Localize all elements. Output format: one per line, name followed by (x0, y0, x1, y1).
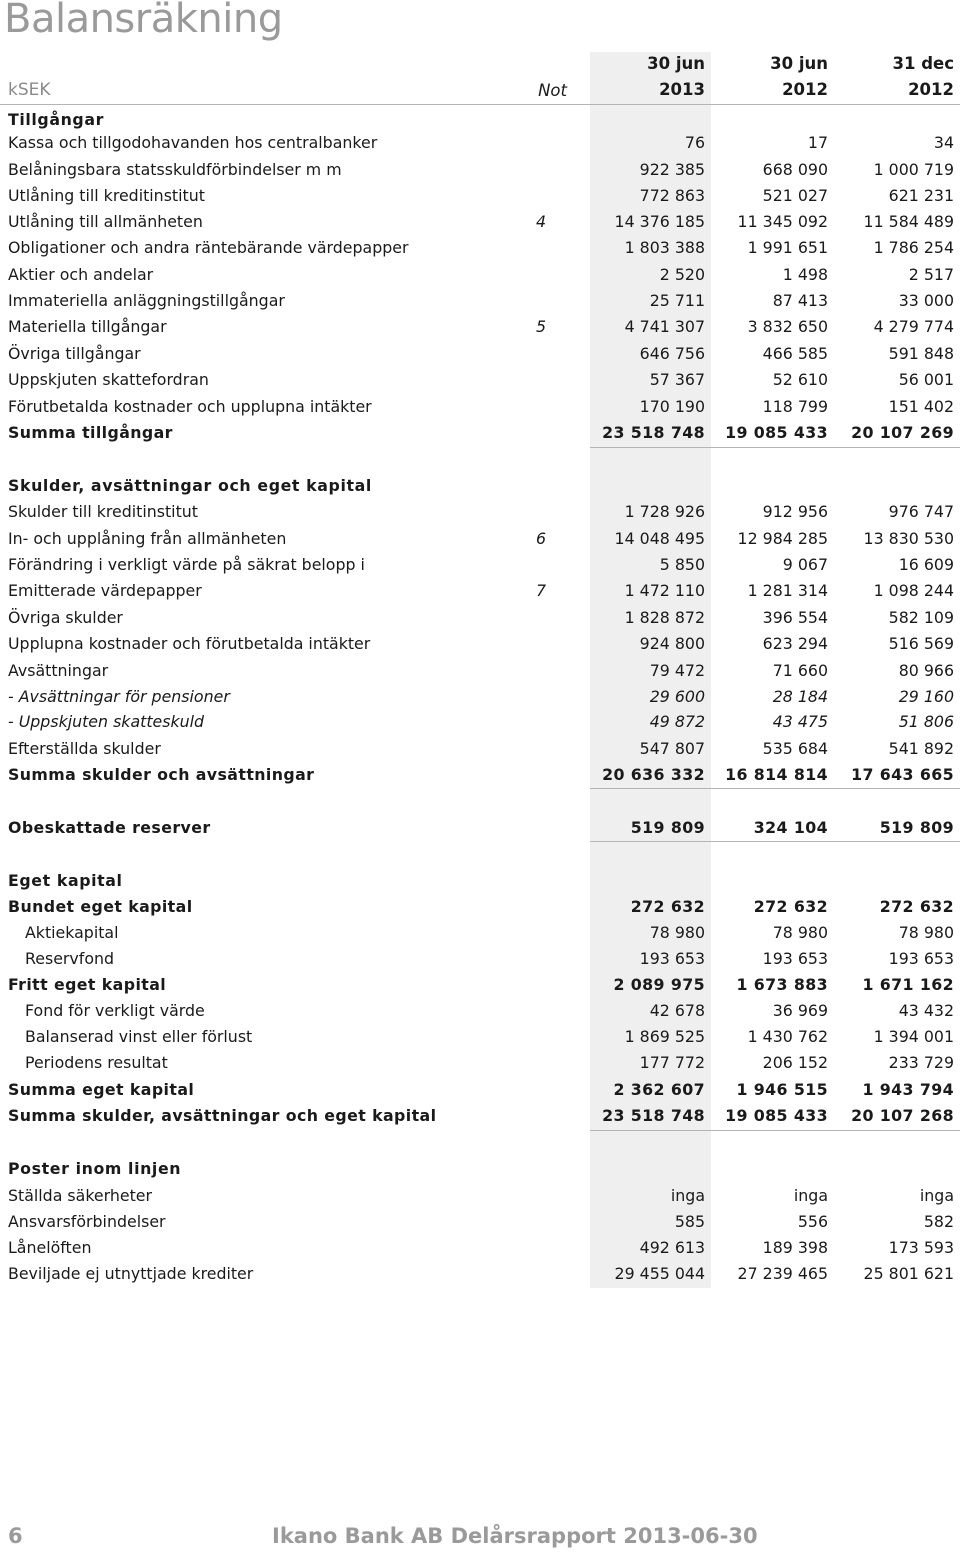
table-row (0, 1261, 960, 1287)
value-cell: 16 609 (898, 555, 954, 574)
value-cell: 3 832 650 (747, 317, 828, 336)
value-cell: 80 966 (898, 661, 954, 680)
note-reference: 5 (536, 317, 547, 336)
table-row (0, 367, 960, 393)
row-label: Summa eget kapital (8, 1080, 195, 1099)
row-label: Förutbetalda kostnader och upplupna intäkter (8, 397, 372, 416)
row-label: Summa skulder och avsättningar (8, 765, 315, 784)
value-cell: 151 402 (888, 397, 954, 416)
table-row (0, 684, 960, 710)
col-dec2012-line1: 31 dec (892, 54, 954, 73)
value-cell: 5 850 (659, 555, 705, 574)
value-cell: 42 678 (649, 1001, 705, 1020)
total-row (0, 1103, 960, 1129)
value-cell: 25 801 621 (863, 1264, 954, 1283)
value-cell: inga (919, 1186, 954, 1205)
value-cell: 272 632 (630, 897, 705, 916)
row-label: - Avsättningar för pensioner (8, 687, 230, 706)
table-row (0, 526, 960, 552)
table-row (0, 1024, 960, 1050)
value-cell: inga (670, 1186, 705, 1205)
value-cell: 924 800 (639, 634, 705, 653)
value-cell: 14 376 185 (614, 212, 705, 231)
row-label: Bundet eget kapital (8, 897, 193, 916)
row-label: Balanserad vinst eller förlust (25, 1027, 253, 1046)
row-label: Obeskattade reserver (8, 818, 211, 837)
value-cell: 519 809 (630, 818, 705, 837)
table-row (0, 235, 960, 261)
value-cell: 23 518 748 (602, 1106, 705, 1125)
value-cell: 535 684 (762, 739, 828, 758)
row-label: Kassa och tillgodohavanden hos centralbanker (8, 133, 378, 152)
value-cell: 668 090 (762, 160, 828, 179)
value-cell: 170 190 (639, 397, 705, 416)
table-row (0, 946, 960, 972)
table-row (0, 209, 960, 235)
row-label: Beviljade ej utnyttjade krediter (8, 1264, 254, 1283)
value-cell: 772 863 (639, 186, 705, 205)
table-row (0, 394, 960, 420)
value-cell: 51 806 (898, 712, 954, 731)
row-label: Poster inom linjen (8, 1159, 182, 1178)
value-cell: 76 (684, 133, 705, 152)
value-cell: 118 799 (762, 397, 828, 416)
total-row (0, 1077, 960, 1103)
table-row (0, 499, 960, 525)
value-cell: 1 098 244 (873, 581, 954, 600)
value-cell: 43 432 (898, 1001, 954, 1020)
row-label: Lånelöften (8, 1238, 92, 1257)
total-row (0, 420, 960, 446)
table-row (0, 920, 960, 946)
value-cell: 1 728 926 (624, 502, 705, 521)
total-row (0, 762, 960, 788)
row-label: Tillgångar (8, 110, 104, 129)
value-cell: 193 653 (888, 949, 954, 968)
page-title: Balansräkning (4, 0, 283, 42)
row-label: In- och upplåning från allmänheten (8, 529, 287, 548)
row-label: Aktiekapital (25, 923, 119, 942)
value-cell: 922 385 (639, 160, 705, 179)
value-cell: 57 367 (649, 370, 705, 389)
table-row (0, 341, 960, 367)
row-label: Avsättningar (8, 661, 109, 680)
row-label: Utlåning till allmänheten (8, 212, 203, 231)
row-label: Fritt eget kapital (8, 975, 167, 994)
value-cell: 1 828 872 (624, 608, 705, 627)
table-row (0, 262, 960, 288)
row-label: Skulder till kreditinstitut (8, 502, 198, 521)
value-cell: 2 362 607 (613, 1080, 705, 1099)
row-label: Ställda säkerheter (8, 1186, 152, 1205)
value-cell: 1 869 525 (624, 1027, 705, 1046)
value-cell: 13 830 530 (863, 529, 954, 548)
row-label: Reservfond (25, 949, 115, 968)
table-row (0, 709, 960, 735)
value-cell: 621 231 (888, 186, 954, 205)
row-label: Upplupna kostnader och förutbetalda intäkter (8, 634, 371, 653)
divider-after-reserves (590, 841, 960, 842)
value-cell: 1 946 515 (736, 1080, 828, 1099)
report-name: Ikano Bank AB Delårsrapport 2013-06-30 (272, 1524, 758, 1548)
col-dec2012-line2: 2012 (908, 80, 954, 99)
table-row (0, 157, 960, 183)
value-cell: 1 991 651 (747, 238, 828, 257)
value-cell: 591 848 (888, 344, 954, 363)
value-cell: 71 660 (772, 661, 828, 680)
value-cell: 87 413 (772, 291, 828, 310)
table-row (0, 1183, 960, 1209)
table-row (0, 578, 960, 604)
value-cell: 19 085 433 (725, 423, 828, 442)
col-jun2012-line2: 2012 (782, 80, 828, 99)
value-cell: 541 892 (888, 739, 954, 758)
total-row (0, 972, 960, 998)
table-row (0, 1050, 960, 1076)
table-row (0, 183, 960, 209)
divider-after-equity (590, 1130, 960, 1131)
table-row (0, 631, 960, 657)
value-cell: 34 (933, 133, 954, 152)
value-cell: 4 741 307 (624, 317, 705, 336)
value-cell: 1 498 (782, 265, 828, 284)
table-row (0, 736, 960, 762)
value-cell: 12 984 285 (737, 529, 828, 548)
table-row (0, 998, 960, 1024)
value-cell: 78 980 (772, 923, 828, 942)
table-row (0, 288, 960, 314)
value-cell: 585 (674, 1212, 705, 1231)
value-cell: 17 (807, 133, 828, 152)
value-cell: 78 980 (898, 923, 954, 942)
value-cell: 78 980 (649, 923, 705, 942)
value-cell: 189 398 (762, 1238, 828, 1257)
divider-after-assets (590, 447, 960, 448)
value-cell: 466 585 (762, 344, 828, 363)
table-row (0, 552, 960, 578)
value-cell: 272 632 (879, 897, 954, 916)
value-cell: 1 943 794 (862, 1080, 954, 1099)
table-row (0, 130, 960, 156)
table-row (0, 605, 960, 631)
row-label: Efterställda skulder (8, 739, 161, 758)
value-cell: 582 109 (888, 608, 954, 627)
value-cell: 28 184 (772, 687, 828, 706)
value-cell: 52 610 (772, 370, 828, 389)
value-cell: 516 569 (888, 634, 954, 653)
row-label: Materiella tillgångar (8, 317, 167, 336)
value-cell: 2 520 (659, 265, 705, 284)
row-label: Summa skulder, avsättningar och eget kapital (8, 1106, 437, 1125)
row-label: Uppskjuten skattefordran (8, 370, 209, 389)
header-divider (0, 104, 960, 105)
row-label: Summa tillgångar (8, 423, 173, 442)
col-jun2012-line1: 30 jun (770, 54, 828, 73)
value-cell: 912 956 (762, 502, 828, 521)
row-label: Belåningsbara statsskuldförbindelser m m (8, 160, 342, 179)
value-cell: 396 554 (762, 608, 828, 627)
value-cell: 521 027 (762, 186, 828, 205)
value-cell: 29 600 (649, 687, 705, 706)
value-cell: 11 345 092 (737, 212, 828, 231)
divider-after-liabilities (590, 788, 960, 789)
value-cell: 1 394 001 (873, 1027, 954, 1046)
value-cell: 623 294 (762, 634, 828, 653)
value-cell: 20 107 269 (851, 423, 954, 442)
value-cell: 582 (923, 1212, 954, 1231)
row-label: Förändring i verkligt värde på säkrat belopp i (8, 555, 365, 574)
value-cell: 173 593 (888, 1238, 954, 1257)
row-label: - Uppskjuten skatteskuld (8, 712, 205, 731)
value-cell: inga (793, 1186, 828, 1205)
value-cell: 17 643 665 (851, 765, 954, 784)
value-cell: 324 104 (753, 818, 828, 837)
value-cell: 492 613 (639, 1238, 705, 1257)
row-label: Periodens resultat (25, 1053, 168, 1072)
value-cell: 1 000 719 (873, 160, 954, 179)
value-cell: 547 807 (639, 739, 705, 758)
value-cell: 1 786 254 (873, 238, 954, 257)
value-cell: 49 872 (649, 712, 705, 731)
section-heading (0, 868, 960, 894)
table-row (0, 1209, 960, 1235)
note-column-header: Not (538, 81, 567, 100)
section-heading (0, 473, 960, 499)
value-cell: 646 756 (639, 344, 705, 363)
total-row (0, 815, 960, 841)
value-cell: 1 430 762 (747, 1027, 828, 1046)
value-cell: 177 772 (639, 1053, 705, 1072)
value-cell: 272 632 (753, 897, 828, 916)
note-reference: 4 (536, 212, 547, 231)
row-label: Fond för verkligt värde (25, 1001, 205, 1020)
value-cell: 19 085 433 (725, 1106, 828, 1125)
table-row (0, 1235, 960, 1261)
row-label: Immateriella anläggningstillgångar (8, 291, 285, 310)
value-cell: 14 048 495 (614, 529, 705, 548)
value-cell: 2 517 (908, 265, 954, 284)
row-label: Ansvarsförbindelser (8, 1212, 166, 1231)
table-row (0, 658, 960, 684)
row-label: Emitterade värdepapper (8, 581, 202, 600)
row-label: Obligationer och andra räntebärande värdepapper (8, 238, 409, 257)
section-heading (0, 1156, 960, 1182)
value-cell: 1 281 314 (747, 581, 828, 600)
value-cell: 9 067 (782, 555, 828, 574)
row-label: Eget kapital (8, 871, 123, 890)
note-reference: 6 (536, 529, 547, 548)
page-number: 6 (8, 1524, 23, 1548)
value-cell: 27 239 465 (737, 1264, 828, 1283)
value-cell: 206 152 (762, 1053, 828, 1072)
value-cell: 193 653 (639, 949, 705, 968)
table-row (0, 314, 960, 340)
value-cell: 56 001 (898, 370, 954, 389)
value-cell: 36 969 (772, 1001, 828, 1020)
col-2013-line2: 2013 (659, 80, 705, 99)
value-cell: 11 584 489 (863, 212, 954, 231)
value-cell: 4 279 774 (873, 317, 954, 336)
value-cell: 29 455 044 (614, 1264, 705, 1283)
value-cell: 16 814 814 (725, 765, 828, 784)
value-cell: 23 518 748 (602, 423, 705, 442)
row-label: Utlåning till kreditinstitut (8, 186, 205, 205)
row-label: Skulder, avsättningar och eget kapital (8, 476, 372, 495)
value-cell: 29 160 (898, 687, 954, 706)
value-cell: 20 107 268 (851, 1106, 954, 1125)
value-cell: 1 673 883 (736, 975, 828, 994)
value-cell: 79 472 (649, 661, 705, 680)
value-cell: 2 089 975 (613, 975, 705, 994)
value-cell: 556 (797, 1212, 828, 1231)
value-cell: 1 803 388 (624, 238, 705, 257)
row-label: Aktier och andelar (8, 265, 154, 284)
row-label: Övriga tillgångar (8, 344, 141, 363)
value-cell: 1 671 162 (862, 975, 954, 994)
value-cell: 193 653 (762, 949, 828, 968)
value-cell: 43 475 (772, 712, 828, 731)
value-cell: 33 000 (898, 291, 954, 310)
value-cell: 976 747 (888, 502, 954, 521)
value-cell: 233 729 (888, 1053, 954, 1072)
total-row (0, 894, 960, 920)
row-label: Övriga skulder (8, 608, 123, 627)
value-cell: 519 809 (879, 818, 954, 837)
value-cell: 20 636 332 (602, 765, 705, 784)
value-cell: 1 472 110 (624, 581, 705, 600)
unit-label: kSEK (8, 80, 51, 100)
note-reference: 7 (536, 581, 547, 600)
value-cell: 25 711 (649, 291, 705, 310)
col-2013-line1: 30 jun (647, 54, 705, 73)
